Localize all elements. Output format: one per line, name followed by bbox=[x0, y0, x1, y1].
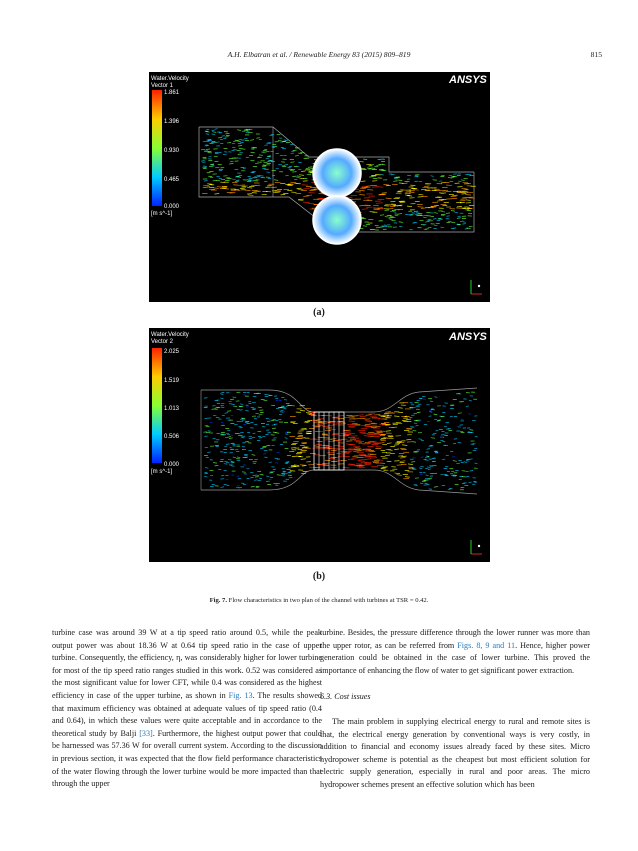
velocity-vector bbox=[429, 412, 432, 413]
velocity-vector bbox=[464, 178, 468, 179]
velocity-vector bbox=[461, 194, 466, 195]
velocity-vector bbox=[295, 156, 299, 157]
velocity-vector bbox=[362, 209, 368, 210]
velocity-vector bbox=[308, 167, 312, 168]
velocity-vector bbox=[299, 175, 304, 176]
velocity-vector bbox=[451, 198, 457, 199]
velocity-vector bbox=[410, 185, 415, 186]
velocity-vector bbox=[306, 169, 310, 170]
right-paragraph-2: The main problem in supplying electrical energy to rural and remote sites is that, the electrical energy generation by conventional ways is very costly, in addition to financial and economy issues already faced by these sites. Micro hydropower scheme is potential as the cheapest but most efficient solution for electric supply generation, especially in rural and poor areas. The micro hydropower schemes present an effective solution which has been bbox=[320, 716, 590, 789]
velocity-vector bbox=[395, 473, 400, 474]
velocity-vector bbox=[292, 176, 296, 177]
velocity-vector bbox=[453, 461, 457, 462]
velocity-vector bbox=[429, 410, 432, 411]
scale-unit-b: [m s^-1] bbox=[151, 469, 173, 475]
velocity-vector bbox=[278, 164, 282, 165]
velocity-vector bbox=[400, 448, 405, 449]
velocity-vector bbox=[226, 485, 229, 486]
velocity-vector bbox=[475, 436, 478, 437]
velocity-vector bbox=[301, 459, 306, 460]
velocity-vector bbox=[371, 168, 375, 169]
color-scale-a bbox=[152, 90, 162, 206]
velocity-vector bbox=[251, 486, 255, 487]
caption-label: Fig. 7. bbox=[209, 597, 227, 604]
velocity-vector bbox=[282, 468, 285, 469]
velocity-vector bbox=[271, 420, 275, 421]
velocity-vector bbox=[216, 180, 220, 181]
velocity-vector bbox=[359, 454, 366, 455]
color-scale-b bbox=[152, 348, 162, 463]
velocity-vector bbox=[462, 197, 467, 198]
velocity-vector bbox=[431, 409, 435, 410]
velocity-vector bbox=[274, 180, 278, 181]
scale-tick-a: 1.861 bbox=[164, 90, 180, 96]
velocity-vector bbox=[287, 431, 290, 432]
velocity-vector bbox=[273, 469, 276, 470]
velocity-vector bbox=[413, 190, 419, 191]
velocity-vector bbox=[466, 406, 469, 407]
velocity-vector bbox=[226, 433, 229, 434]
velocity-vector bbox=[354, 440, 361, 441]
velocity-vector bbox=[325, 460, 331, 461]
velocity-vector bbox=[440, 227, 444, 228]
velocity-vector bbox=[390, 205, 396, 206]
velocity-vector bbox=[314, 464, 320, 465]
velocity-vector bbox=[247, 131, 250, 132]
velocity-vector bbox=[286, 406, 289, 407]
velocity-vector bbox=[204, 398, 207, 399]
velocity-vector bbox=[284, 164, 287, 165]
velocity-vector bbox=[414, 181, 417, 182]
velocity-vector bbox=[210, 164, 214, 165]
velocity-vector bbox=[215, 153, 219, 154]
velocity-vector bbox=[267, 484, 271, 485]
velocity-vector bbox=[466, 228, 470, 229]
velocity-vector bbox=[466, 461, 470, 462]
velocity-vector bbox=[261, 177, 265, 178]
velocity-vector bbox=[402, 420, 407, 421]
velocity-vector bbox=[419, 468, 422, 469]
velocity-vector bbox=[247, 188, 252, 189]
velocity-vector bbox=[441, 215, 445, 216]
velocity-vector bbox=[406, 439, 411, 440]
velocity-vector bbox=[371, 185, 377, 186]
velocity-vector bbox=[229, 438, 233, 439]
velocity-vector bbox=[334, 445, 341, 446]
velocity-vector bbox=[423, 480, 427, 481]
velocity-vector bbox=[254, 480, 257, 481]
velocity-vectors-b bbox=[203, 392, 477, 490]
velocity-vector bbox=[352, 423, 358, 424]
velocity-vector bbox=[233, 141, 236, 142]
text-run: . The results showed that maximum efficiency was obtained at adequate values of tip speed ratio (0.4 and 0.64), in which these values were quite acceptable and in accordance to the theoretical study by Balji bbox=[52, 690, 322, 738]
scale-tick-a: 0.930 bbox=[164, 148, 180, 154]
velocity-vector bbox=[298, 153, 302, 154]
axis-triad-b bbox=[471, 540, 482, 554]
velocity-vector bbox=[253, 463, 256, 464]
velocity-vector bbox=[338, 446, 344, 447]
velocity-vector bbox=[380, 439, 386, 440]
velocity-vector bbox=[451, 211, 455, 212]
page-number: 815 bbox=[590, 50, 602, 59]
panel-label-a: (a) bbox=[313, 307, 325, 318]
velocity-vector bbox=[289, 472, 292, 473]
velocity-vector bbox=[211, 142, 215, 143]
velocity-vector bbox=[416, 425, 419, 426]
velocity-vector bbox=[394, 449, 399, 450]
velocity-vector bbox=[231, 462, 235, 463]
velocity-vector bbox=[220, 487, 224, 488]
scale-tick-b: 0.506 bbox=[164, 434, 180, 440]
velocity-vector bbox=[215, 152, 218, 153]
velocity-vector bbox=[204, 476, 207, 477]
velocity-vector bbox=[444, 435, 448, 436]
velocity-vector bbox=[268, 395, 271, 396]
velocity-vector bbox=[267, 432, 270, 433]
axis-triad-a bbox=[471, 280, 482, 294]
velocity-vector bbox=[252, 409, 255, 410]
velocity-vector bbox=[442, 459, 445, 460]
right-column bbox=[320, 627, 590, 792]
velocity-vector bbox=[245, 422, 249, 423]
velocity-vector bbox=[225, 413, 229, 414]
velocity-vector bbox=[448, 430, 452, 431]
velocity-vector bbox=[434, 213, 438, 214]
velocity-vector bbox=[392, 427, 398, 428]
scale-tick-b: 2.025 bbox=[164, 349, 180, 355]
velocity-vector bbox=[206, 145, 209, 146]
velocity-vector bbox=[419, 439, 423, 440]
figure-caption bbox=[0, 597, 638, 604]
velocity-vector bbox=[203, 141, 206, 142]
velocity-vector bbox=[434, 487, 438, 488]
velocity-vector bbox=[229, 158, 233, 159]
velocity-vector bbox=[394, 416, 399, 417]
velocity-vector bbox=[406, 419, 411, 420]
velocity-vector bbox=[281, 194, 286, 195]
velocity-vector bbox=[398, 214, 402, 215]
velocity-vector bbox=[449, 488, 452, 489]
velocity-vector bbox=[424, 186, 429, 187]
velocity-vector bbox=[427, 220, 430, 221]
velocity-vector bbox=[230, 448, 233, 449]
velocity-vector bbox=[221, 392, 225, 393]
velocity-vector bbox=[212, 141, 216, 142]
velocity-vector bbox=[257, 176, 261, 177]
section-heading: 6.3. Cost issues bbox=[320, 692, 371, 702]
velocity-vector bbox=[358, 460, 364, 461]
velocity-vector bbox=[355, 448, 361, 449]
velocity-vector bbox=[376, 203, 383, 204]
velocity-vector bbox=[465, 229, 468, 230]
legend-title-b: Water.Velocity bbox=[151, 332, 189, 338]
velocity-vector bbox=[255, 163, 258, 164]
velocity-vector bbox=[240, 419, 243, 420]
velocity-vector bbox=[352, 457, 358, 458]
velocity-vector bbox=[201, 161, 205, 162]
velocity-vector bbox=[285, 438, 288, 439]
velocity-vector bbox=[252, 455, 256, 456]
velocity-vector bbox=[468, 414, 471, 415]
velocity-vector bbox=[237, 141, 241, 142]
velocity-vector bbox=[444, 202, 449, 203]
velocity-vector bbox=[433, 219, 436, 220]
velocity-vector bbox=[259, 438, 262, 439]
velocity-vector bbox=[306, 195, 312, 196]
legend-subtitle-a: Vector 1 bbox=[151, 83, 174, 89]
velocity-vector bbox=[437, 421, 440, 422]
velocity-vector bbox=[383, 417, 388, 418]
velocity-vector bbox=[368, 442, 374, 443]
velocity-vector bbox=[212, 132, 216, 133]
velocity-vector bbox=[271, 187, 277, 188]
velocity-vector bbox=[340, 433, 346, 434]
velocity-vector bbox=[359, 190, 365, 191]
figure-panel-a bbox=[149, 72, 490, 302]
velocity-vector bbox=[373, 462, 379, 463]
running-title: A.H. Elbatran et al. / Renewable Energy 83 (2015) 809–819 bbox=[227, 50, 411, 59]
velocity-vector bbox=[377, 465, 384, 466]
velocity-vector bbox=[462, 483, 465, 484]
velocity-vector bbox=[405, 470, 410, 471]
velocity-vector bbox=[266, 151, 269, 152]
velocity-vector bbox=[303, 188, 310, 189]
velocity-vector bbox=[217, 187, 223, 188]
velocity-vector bbox=[434, 397, 437, 398]
text-run: . Hence, higher power generation could be obtained in the case of lower turbine. This proved the importance of enhancing the flow of water to get significant power extraction. bbox=[320, 640, 590, 675]
velocity-vector bbox=[409, 214, 412, 215]
velocity-vector bbox=[236, 180, 239, 181]
velocity-vector bbox=[221, 422, 224, 423]
lower-rotor-a bbox=[313, 196, 361, 244]
scale-tick-b: 0.000 bbox=[164, 462, 180, 468]
scale-unit-a: [m s^-1] bbox=[151, 211, 173, 217]
figure-panel-b bbox=[149, 328, 490, 562]
text-run: turbine. Besides, the pressure difference through the lower runner was more than the upper rotor, as can be referred from bbox=[320, 628, 590, 650]
velocity-vector bbox=[279, 400, 282, 401]
velocity-vector bbox=[457, 206, 462, 207]
velocity-vector bbox=[309, 190, 315, 191]
velocity-vector bbox=[268, 178, 271, 179]
velocity-vector bbox=[365, 424, 371, 425]
velocity-vector bbox=[209, 143, 213, 144]
velocity-vector bbox=[237, 433, 240, 434]
velocity-vector bbox=[386, 198, 392, 199]
velocity-vector bbox=[425, 460, 429, 461]
velocity-vector bbox=[400, 461, 406, 462]
velocity-vector bbox=[225, 133, 229, 134]
right-paragraph-1 bbox=[320, 627, 590, 677]
ansys-logo-a: ANSYS bbox=[449, 74, 487, 86]
velocity-vector bbox=[408, 467, 413, 468]
running-header bbox=[0, 50, 638, 64]
velocity-vector bbox=[402, 445, 407, 446]
velocity-vector bbox=[292, 443, 297, 444]
velocity-vector bbox=[206, 134, 209, 135]
velocity-vector bbox=[398, 408, 403, 409]
velocity-vector bbox=[330, 439, 336, 440]
velocity-vector bbox=[235, 140, 239, 141]
flow-field-image-b bbox=[149, 328, 490, 562]
velocity-vector bbox=[233, 457, 236, 458]
velocity-vector bbox=[229, 163, 233, 164]
velocity-vector bbox=[243, 168, 246, 169]
velocity-vector bbox=[237, 177, 241, 178]
caption-text: Flow characteristics in two plan of the channel with turbines at TSR = 0.42. bbox=[228, 597, 429, 604]
scale-tick-a: 0.465 bbox=[164, 177, 180, 183]
velocity-vector bbox=[430, 176, 433, 177]
velocity-vector bbox=[240, 410, 243, 411]
velocity-vector bbox=[382, 164, 386, 165]
velocity-vector bbox=[222, 188, 227, 189]
velocity-vector bbox=[271, 405, 275, 406]
velocity-vector bbox=[337, 416, 344, 417]
velocity-vector bbox=[301, 171, 306, 172]
velocity-vector bbox=[246, 157, 249, 158]
velocity-vector bbox=[377, 432, 383, 433]
velocity-vector bbox=[253, 433, 256, 434]
velocity-vector bbox=[409, 469, 414, 470]
velocity-vector bbox=[262, 426, 265, 427]
velocity-vector bbox=[428, 469, 431, 470]
velocity-vector bbox=[257, 175, 260, 176]
velocity-vector bbox=[435, 430, 438, 431]
left-paragraph bbox=[52, 627, 322, 791]
left-column bbox=[52, 627, 322, 791]
velocity-vector bbox=[435, 452, 438, 453]
velocity-vector bbox=[266, 172, 270, 173]
panel-label-b: (b) bbox=[312, 571, 326, 582]
velocity-vector bbox=[425, 222, 429, 223]
velocity-vector bbox=[370, 458, 377, 459]
velocity-vector bbox=[235, 169, 239, 170]
velocity-vector bbox=[220, 394, 223, 395]
velocity-vector bbox=[387, 443, 392, 444]
scale-tick-a: 0.000 bbox=[164, 204, 180, 210]
velocity-vector bbox=[465, 476, 469, 477]
ansys-logo-b: ANSYS bbox=[449, 331, 487, 343]
velocity-vector bbox=[367, 168, 371, 169]
velocity-vector bbox=[446, 422, 449, 423]
velocity-vector bbox=[205, 132, 209, 133]
velocity-vector bbox=[267, 156, 271, 157]
legend-subtitle-b: Vector 2 bbox=[151, 339, 174, 345]
ref-33-link[interactable]: [33] bbox=[139, 728, 153, 738]
flow-field-image-a bbox=[149, 72, 490, 302]
figs-8-9-11-link[interactable]: Figs. 8, 9 and 11 bbox=[457, 640, 516, 650]
velocity-vector bbox=[263, 162, 267, 163]
scale-tick-a: 1.396 bbox=[164, 119, 180, 125]
velocity-vector bbox=[469, 430, 473, 431]
velocity-vector bbox=[365, 464, 372, 465]
text-run: turbine case was around 39 W at a tip speed ratio around 0.5, while the peak output power was about 18.36 W at 0.64 tip speed ratio in the case of upper turbine. Consequently, the efficiency, η, was considerably higher for lower turbine for most of the tip speed ratio ranges studied in this work. 0.52 was considered as the most significant value for lower CFT, while 0.4 was considered as the highest efficiency in case of the upper turbine, as shown in bbox=[52, 628, 322, 700]
velocity-vector bbox=[346, 444, 353, 445]
scale-tick-b: 1.519 bbox=[164, 378, 180, 384]
velocity-vector bbox=[289, 166, 292, 167]
velocity-vector bbox=[349, 421, 356, 422]
velocity-vector bbox=[303, 202, 309, 203]
velocity-vector bbox=[442, 441, 445, 442]
legend-title-a: Water.Velocity bbox=[151, 76, 189, 82]
text-run: . Furthermore, the highest output power that could be harnessed was 57.36 W for overall current system. According to the discussion in previous section, it was expected that the flow field performance characteristics of the water flowing through the lower turbine would be more impacted than that through the upper bbox=[52, 728, 322, 789]
velocity-vector bbox=[247, 392, 250, 393]
velocity-vector bbox=[434, 419, 437, 420]
scale-tick-b: 1.013 bbox=[164, 406, 180, 412]
velocity-vector bbox=[237, 457, 240, 458]
velocity-vector bbox=[440, 440, 443, 441]
upper-rotor-a bbox=[313, 149, 361, 197]
velocity-vector bbox=[260, 448, 263, 449]
velocity-vector bbox=[250, 140, 254, 141]
velocity-vector bbox=[264, 149, 267, 150]
velocity-vector bbox=[418, 194, 423, 195]
velocity-vector bbox=[222, 136, 225, 137]
velocity-vector bbox=[248, 195, 253, 196]
velocity-vector bbox=[332, 434, 339, 435]
channel-outline-upper-b bbox=[201, 388, 477, 412]
velocity-vector bbox=[432, 461, 436, 462]
velocity-vector bbox=[388, 450, 393, 451]
velocity-vector bbox=[206, 149, 210, 150]
fig-13-link[interactable]: Fig. 13 bbox=[228, 690, 253, 700]
